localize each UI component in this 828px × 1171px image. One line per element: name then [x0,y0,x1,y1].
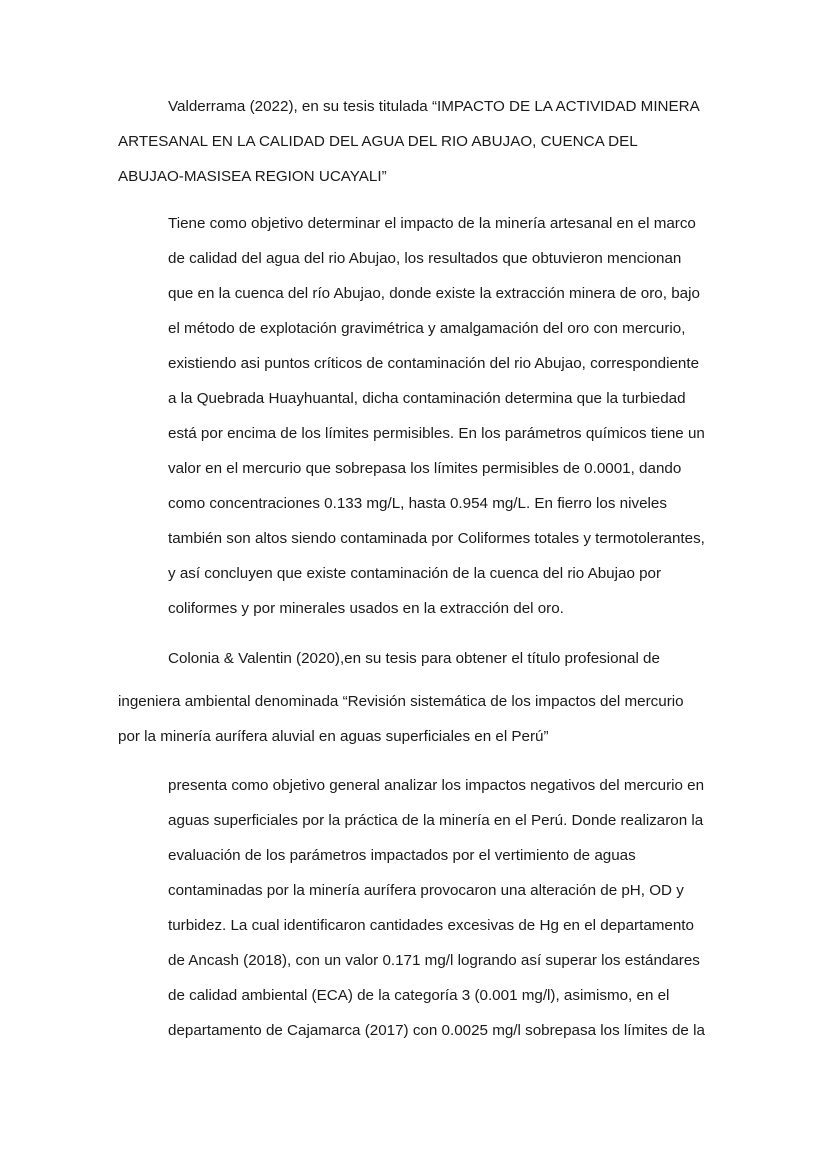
text-line: también son altos siendo contaminada por Coliformes totales y termotolerantes, [168,530,705,547]
text-line: existiendo asi puntos críticos de contaminación del rio Abujao, correspondiente [168,355,700,372]
text-line: el método de explotación gravimétrica y amalgamación del oro con mercurio, [168,320,686,337]
text-line: ARTESANAL EN LA CALIDAD DEL AGUA DEL RIO ABUJAO, CUENCA DEL [118,133,638,150]
text-line: Tiene como objetivo determinar el impacto de la minería artesanal en el marco [168,215,696,232]
text-line: contaminadas por la minería aurífera provocaron una alteración de pH, OD y [168,882,684,899]
text-line: Colonia & Valentin (2020),en su tesis para obtener el título profesional de [168,650,660,667]
text-line: coliformes y por minerales usados en la extracción del oro. [168,600,564,617]
text-line: aguas superficiales por la práctica de la minería en el Perú. Donde realizaron la [168,812,704,829]
text-line: de calidad del agua del rio Abujao, los resultados que obtuvieron mencionan [168,250,682,267]
text-line: turbidez. La cual identificaron cantidades excesivas de Hg en el departamento [168,917,694,934]
text-line: evaluación de los parámetros impactados por el vertimiento de aguas [168,847,636,864]
text-line: presenta como objetivo general analizar los impactos negativos del mercurio en [168,777,705,794]
text-line: Valderrama (2022), en su tesis titulada “IMPACTO DE LA ACTIVIDAD MINERA [168,98,700,115]
text-line: está por encima de los límites permisibles. En los parámetros químicos tiene un [168,425,705,442]
text-line: valor en el mercurio que sobrepasa los límites permisibles de 0.0001, dando [168,460,682,477]
text-line: de calidad ambiental (ECA) de la categoría 3 (0.001 mg/l), asimismo, en el [168,987,670,1004]
text-line: de Ancash (2018), con un valor 0.171 mg/l logrando así superar los estándares [168,952,700,969]
text-line: como concentraciones 0.133 mg/L, hasta 0.954 mg/L. En fierro los niveles [168,495,667,512]
text-line: ingeniera ambiental denominada “Revisión sistemática de los impactos del mercurio [118,693,684,710]
text-line: por la minería aurífera aluvial en aguas superficiales en el Perú” [118,728,549,745]
text-line: a la Quebrada Huayhuantal, dicha contaminación determina que la turbiedad [168,390,686,407]
text-line: que en la cuenca del río Abujao, donde existe la extracción minera de oro, bajo [168,285,700,302]
text-line: ABUJAO-MASISEA REGION UCAYALI” [118,168,387,185]
text-line: departamento de Cajamarca (2017) con 0.0025 mg/l sobrepasa los límites de la [168,1022,705,1039]
text-line: y así concluyen que existe contaminación de la cuenca del rio Abujao por [168,565,662,582]
